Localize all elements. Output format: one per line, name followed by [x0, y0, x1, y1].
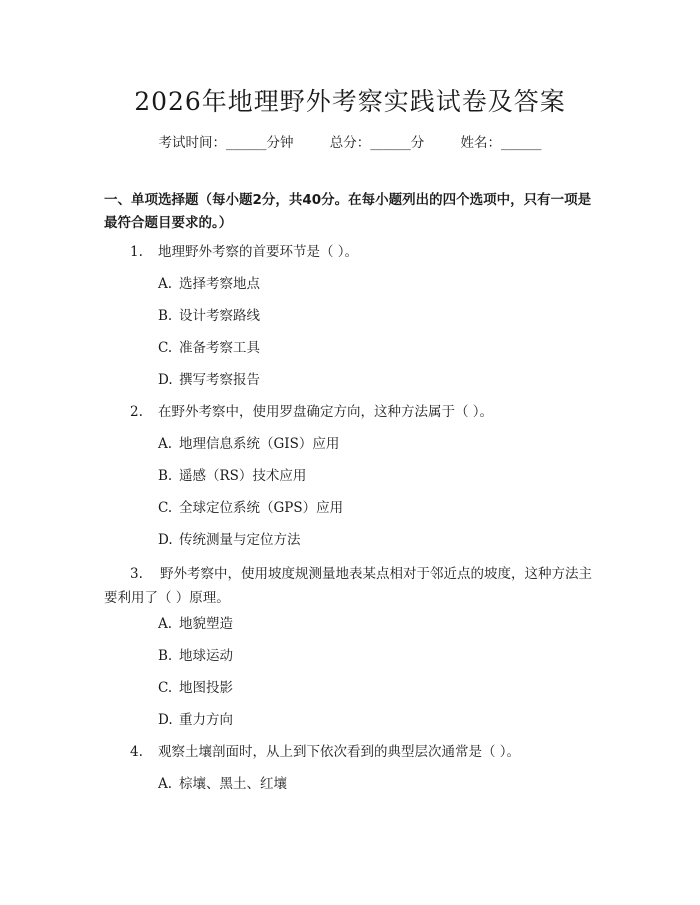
option-letter: C.: [158, 500, 173, 516]
question-2-option-a: [158, 434, 339, 454]
option-letter: B.: [158, 308, 173, 324]
option-text: 撰写考察报告: [179, 372, 260, 388]
question-4-option-a: [158, 774, 287, 794]
option-text: 遥感（RS）技术应用: [179, 468, 307, 484]
question-1-option-a: [158, 274, 260, 294]
question-text: 地理野外考察的首要环节是（ ）。: [158, 244, 359, 260]
question-3-option-d: [158, 710, 233, 730]
student-name-field: 姓名：______: [460, 135, 542, 151]
option-text: 地貌塑造: [179, 616, 233, 632]
option-letter: B.: [158, 648, 173, 664]
question-1: [130, 240, 630, 264]
option-letter: A.: [158, 776, 173, 792]
option-letter: C.: [158, 680, 173, 696]
question-1-option-d: [158, 370, 260, 390]
option-letter: A.: [158, 616, 173, 632]
question-1-option-c: [158, 338, 260, 358]
question-number: 2.: [130, 404, 143, 420]
question-2: [130, 400, 630, 424]
question-text: 观察土壤剖面时，从上到下依次看到的典型层次通常是（ ）。: [158, 744, 521, 760]
section-heading: 一、单项选择题（每小题2分，共40分。在每小题列出的四个选项中，只有一项是最符合题目要求的。）: [104, 192, 592, 231]
question-3-option-b: [158, 646, 233, 666]
option-letter: D.: [158, 532, 173, 548]
question-2-option-d: [158, 530, 301, 550]
exam-info-line: [0, 131, 700, 151]
option-letter: B.: [158, 468, 173, 484]
question-number: 3.: [130, 566, 143, 582]
option-text: 地图投影: [179, 680, 233, 696]
question-3-option-c: [158, 678, 233, 698]
question-3-option-a: [158, 614, 233, 634]
option-letter: C.: [158, 340, 173, 356]
question-text: 在野外考察中，使用罗盘确定方向，这种方法属于（ ）。: [158, 404, 494, 420]
option-text: 地球运动: [179, 648, 233, 664]
option-text: 选择考察地点: [179, 276, 260, 292]
question-2-option-b: [158, 466, 306, 486]
exam-time-field: 考试时间：______分钟: [158, 135, 294, 151]
question-3: [104, 562, 600, 610]
option-text: 设计考察路线: [179, 308, 260, 324]
question-number: 4.: [130, 744, 143, 760]
option-text: 传统测量与定位方法: [179, 532, 301, 548]
option-text: 准备考察工具: [179, 340, 260, 356]
question-text: 野外考察中，使用坡度规测量地表某点相对于邻近点的坡度，这种方法主要利用了（ ）原理。: [104, 566, 592, 606]
question-number: 1.: [130, 244, 143, 260]
option-text: 棕壤、黑土、红壤: [179, 776, 287, 792]
option-text: 全球定位系统（GPS）应用: [179, 500, 344, 516]
option-text: 地理信息系统（GIS）应用: [179, 436, 340, 452]
question-4: [130, 740, 630, 764]
page-title: 2026年地理野外考察实践试卷及答案: [134, 87, 566, 116]
question-1-option-b: [158, 306, 260, 326]
option-letter: D.: [158, 372, 173, 388]
option-letter: D.: [158, 712, 173, 728]
option-text: 重力方向: [179, 712, 233, 728]
option-letter: A.: [158, 276, 173, 292]
total-score-field: 总分：______分: [329, 135, 425, 151]
question-2-option-c: [158, 498, 343, 518]
option-letter: A.: [158, 436, 173, 452]
